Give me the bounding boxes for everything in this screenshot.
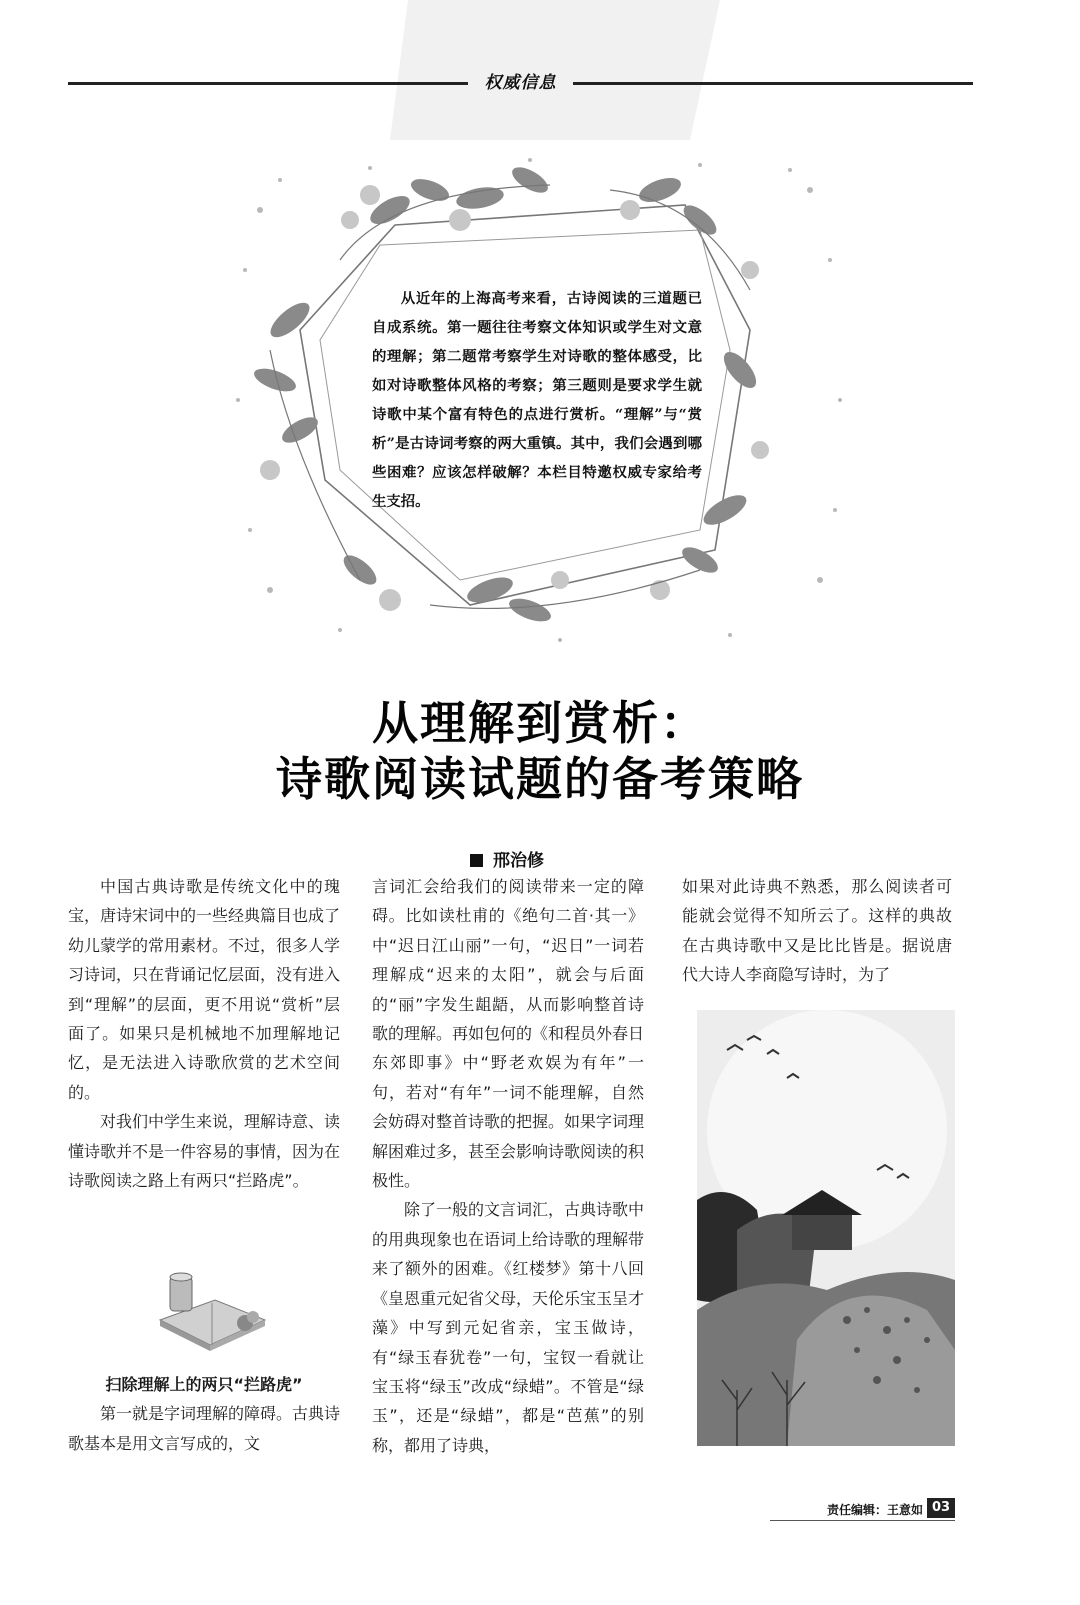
- editor-credit: 责任编辑：王意如: [826, 1503, 923, 1517]
- paragraph: 第一就是字词理解的障碍。古典诗歌基本是用文言写成的，文: [68, 1404, 341, 1453]
- section-subheading: 扫除理解上的两只“拦路虎”: [105, 1375, 303, 1394]
- title-line-1: 从理解到赏析：: [372, 696, 708, 750]
- column-3: [682, 872, 952, 990]
- paragraph: 对我们中学生来说，理解诗意、读懂诗歌并不是一件容易的事情，因为在诗歌阅读之路上有两只“拦路虎”。: [68, 1112, 341, 1191]
- column-2: [372, 872, 644, 1460]
- author-byline: [470, 846, 544, 871]
- header-rule-left: [68, 82, 468, 85]
- paragraph: 言词汇会给我们的阅读带来一定的障碍。比如读杜甫的《绝句二首·其一》中“迟日江山丽”一句，“迟日”一词若理解成“迟来的太阳”，就会与后面的“丽”字发生龃龉，从而影响整首诗歌的理解。再如包何的《和程员外春日东郊即事》中“野老欢娱为有年”一句，若对“有年”一词不能理解，自然会妨碍对整首诗歌的把握。如果字词理解困难过多，甚至会影响诗歌阅读的积极性。: [372, 877, 645, 1191]
- paragraph: 中国古典诗歌是传统文化中的瑰宝，唐诗宋词中的一些经典篇目也成了幼儿蒙学的常用素材。不过，很多人学习诗词，只在背诵记忆层面，没有进入到“理解”的层面，更不用说“赏析”层面了。如果只是机械地不加理解地记忆，是无法进入诗歌欣赏的艺术空间的。: [68, 877, 341, 1102]
- square-bullet-icon: [470, 854, 483, 867]
- page-number: 03: [927, 1498, 955, 1518]
- column-1: [68, 872, 340, 1195]
- section-header: [68, 68, 973, 96]
- title-line-2: 诗歌阅读试题的备考策略: [276, 752, 804, 806]
- header-rule-right: [573, 82, 973, 85]
- intro-text: [372, 284, 702, 516]
- author-name: 邢治修: [493, 851, 544, 871]
- ink-landscape-illustration: [697, 1010, 955, 1446]
- intro-paragraph: 从近年的上海高考来看，古诗阅读的三道题已自成系统。第一题往往考察文体知识或学生对文意的理解；第二题常考察学生对诗歌的整体感受，比如对诗歌整体风格的考察；第三题则是要求学生就诗歌中某个富有特色的点进行赏析。“理解”与“赏析”是古诗词考察的两大重镇。其中，我们会遇到哪些困难？应该怎样破解？本栏目特邀权威专家给考生支招。: [372, 290, 702, 510]
- paragraph: 除了一般的文言词汇，古典诗歌中的用典现象也在语词上给诗歌的理解带来了额外的困难。《红楼梦》第十八回《皇恩重元妃省父母，天伦乐宝玉呈才藻》中写到元妃省亲，宝玉做诗，有“绿玉春犹卷”一句，宝钗一看就让宝玉将“绿玉”改成“绿蜡”。不管是“绿玉”，还是“绿蜡”，都是“芭蕉”的别称，都用了诗典，: [372, 1200, 645, 1455]
- section-label: 权威信息: [484, 73, 557, 93]
- column-1-continued: [68, 1370, 340, 1458]
- article-title: [0, 695, 1080, 807]
- paragraph: 如果对此诗典不熟悉，那么阅读者可能就会觉得不知所云了。这样的典故在古典诗歌中又是比比皆是。据说唐代大诗人李商隐写诗时，为了: [682, 877, 952, 985]
- page-footer: [770, 1496, 955, 1521]
- book-illustration: [150, 1265, 270, 1355]
